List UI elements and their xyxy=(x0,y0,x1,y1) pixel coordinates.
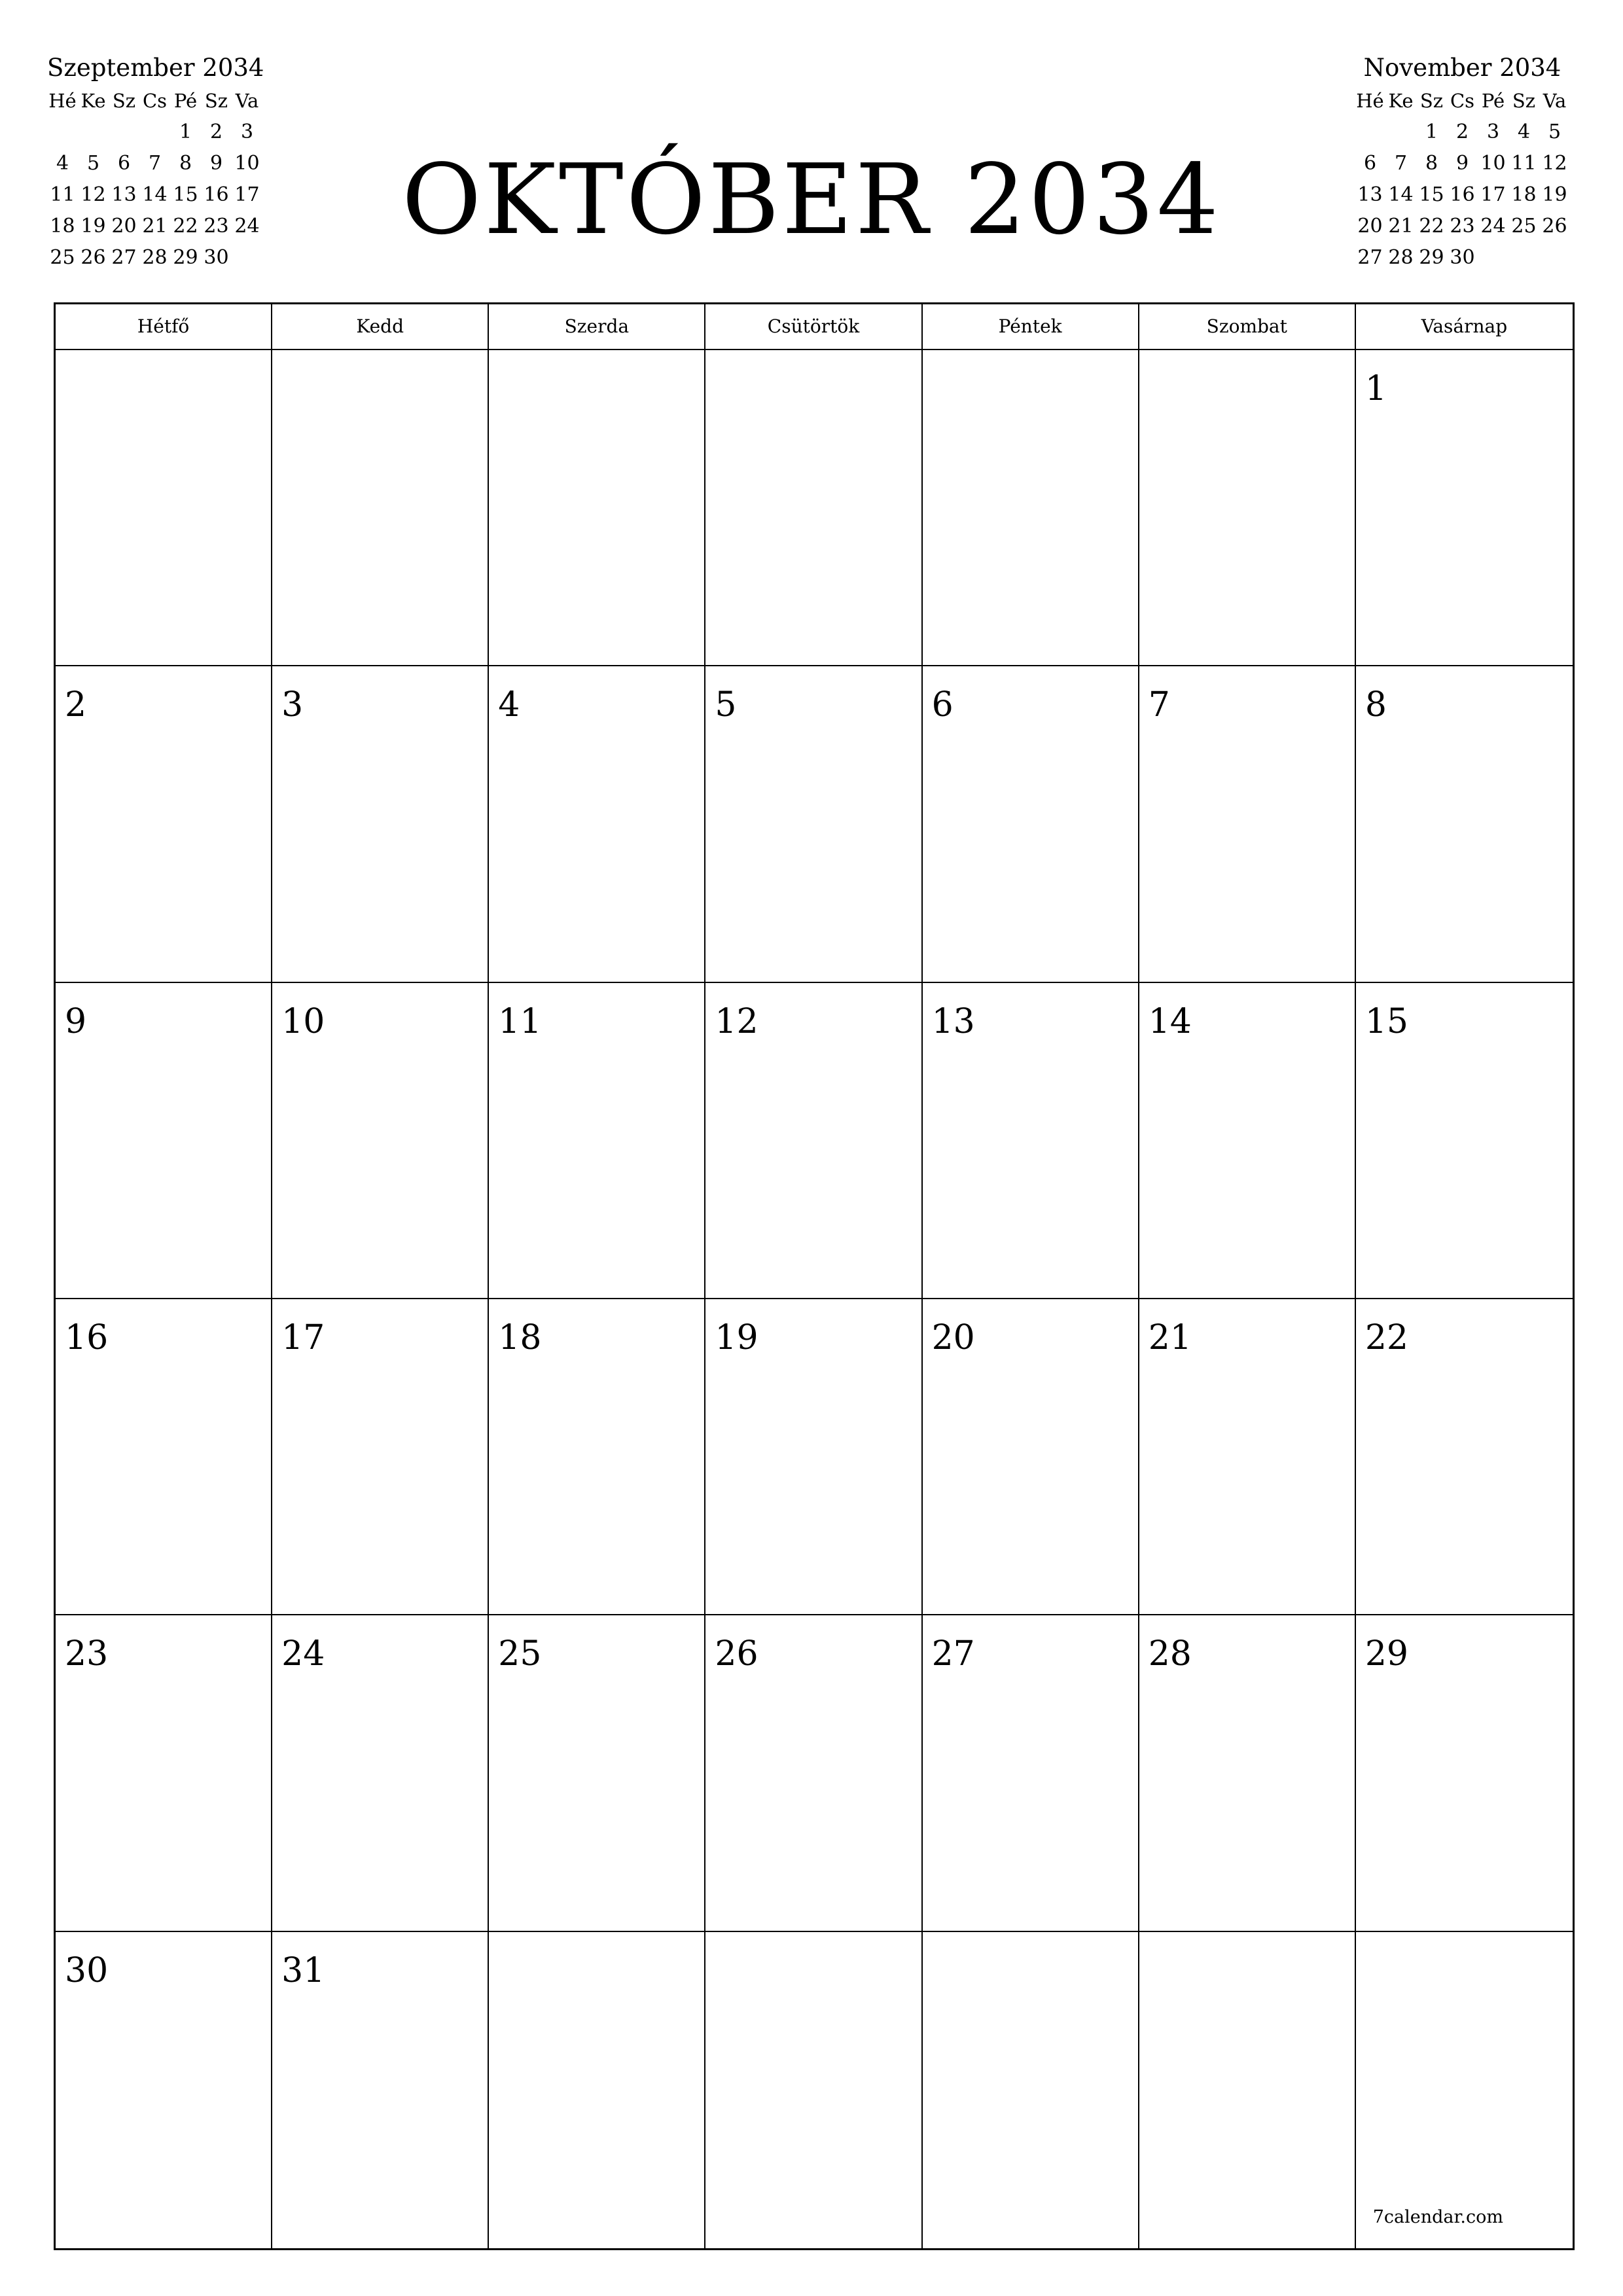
day-number: 1 xyxy=(1364,369,1387,408)
day-cell[interactable] xyxy=(705,1299,922,1615)
day-cell[interactable] xyxy=(1139,350,1356,666)
mini-weekday-label: Sz xyxy=(1419,90,1444,112)
mini-weekday-label: Sz xyxy=(112,90,136,112)
mini-day: 10 xyxy=(234,152,260,175)
mini-weekday-label: Sz xyxy=(1512,90,1536,112)
page-title: OKTÓBER 2034 xyxy=(402,143,1221,256)
weekday-header: Hétfő xyxy=(56,304,272,350)
mini-weekday-label: Pé xyxy=(1481,90,1505,112)
mini-day: 11 xyxy=(1511,152,1537,175)
mini-day: 8 xyxy=(1425,152,1438,175)
mini-day: 21 xyxy=(142,215,168,238)
mini-day: 16 xyxy=(1450,183,1475,206)
day-number: 17 xyxy=(281,1318,325,1357)
day-number: 14 xyxy=(1148,1001,1192,1041)
mini-day: 16 xyxy=(204,183,229,206)
day-number: 22 xyxy=(1364,1318,1409,1357)
day-number: 26 xyxy=(715,1634,758,1674)
mini-calendar-title: November 2034 xyxy=(1363,54,1561,82)
day-number: 18 xyxy=(498,1318,542,1357)
mini-day: 2 xyxy=(209,120,223,143)
mini-weekday-label: Ke xyxy=(1388,90,1414,112)
mini-day xyxy=(1539,242,1570,274)
weekday-header: Péntek xyxy=(923,304,1139,350)
mini-day: 25 xyxy=(1511,215,1537,238)
day-number: 8 xyxy=(1364,685,1387,725)
day-number: 27 xyxy=(931,1634,975,1674)
day-cell[interactable] xyxy=(923,983,1139,1299)
mini-day: 23 xyxy=(204,215,229,238)
mini-day: 6 xyxy=(117,152,131,175)
mini-day: 19 xyxy=(1542,183,1567,206)
day-cell[interactable] xyxy=(56,350,272,666)
mini-day: 9 xyxy=(209,152,223,175)
mini-day: 8 xyxy=(179,152,192,175)
mini-day xyxy=(1508,242,1539,274)
mini-day: 4 xyxy=(56,152,69,175)
month-grid xyxy=(54,302,1575,2250)
day-number: 13 xyxy=(931,1001,975,1041)
mini-day: 7 xyxy=(1394,152,1408,175)
mini-day: 21 xyxy=(1388,215,1414,238)
mini-calendar-next xyxy=(1355,51,1570,274)
day-cell[interactable] xyxy=(272,666,489,982)
day-cell[interactable] xyxy=(1356,1299,1573,1615)
mini-weekday-label: Va xyxy=(1543,90,1567,112)
mini-day: 2 xyxy=(1455,120,1469,143)
mini-day: 17 xyxy=(234,183,260,206)
mini-day: 9 xyxy=(1455,152,1469,175)
day-number: 30 xyxy=(65,1950,109,1990)
mini-day: 30 xyxy=(1450,246,1475,269)
day-cell[interactable] xyxy=(1139,1615,1356,1931)
day-number: 21 xyxy=(1148,1318,1192,1357)
mini-day: 12 xyxy=(80,183,106,206)
day-cell[interactable] xyxy=(705,666,922,982)
day-cell[interactable] xyxy=(56,1615,272,1931)
day-cell[interactable] xyxy=(56,983,272,1299)
mini-day: 18 xyxy=(1511,183,1537,206)
day-cell[interactable] xyxy=(705,1932,922,2248)
mini-weekday-label: Hé xyxy=(1356,90,1384,112)
weekday-header: Vasárnap xyxy=(1356,304,1573,350)
day-number: 11 xyxy=(498,1001,542,1041)
day-cell[interactable] xyxy=(1356,1932,1573,2248)
mini-day xyxy=(1355,117,1385,148)
day-cell[interactable] xyxy=(272,983,489,1299)
mini-day: 26 xyxy=(80,246,106,269)
mini-day: 26 xyxy=(1542,215,1567,238)
day-cell[interactable] xyxy=(272,1615,489,1931)
mini-calendar-title: Szeptember 2034 xyxy=(47,54,264,82)
mini-weekday-label: Hé xyxy=(48,90,77,112)
mini-day: 28 xyxy=(142,246,168,269)
day-cell[interactable] xyxy=(56,1932,272,2248)
mini-day: 13 xyxy=(111,183,137,206)
day-number: 9 xyxy=(65,1001,87,1041)
mini-day: 1 xyxy=(179,120,192,143)
day-cell[interactable] xyxy=(1139,1932,1356,2248)
day-number: 20 xyxy=(931,1318,975,1357)
mini-day: 29 xyxy=(173,246,198,269)
weekday-header: Csütörtök xyxy=(705,304,922,350)
day-number: 4 xyxy=(498,685,520,725)
day-cell[interactable] xyxy=(705,350,922,666)
day-cell[interactable] xyxy=(272,1932,489,2248)
day-number: 12 xyxy=(715,1001,758,1041)
day-number: 23 xyxy=(65,1634,109,1674)
day-cell[interactable] xyxy=(272,350,489,666)
mini-day xyxy=(1478,242,1508,274)
mini-day: 17 xyxy=(1480,183,1506,206)
mini-day: 5 xyxy=(86,152,100,175)
mini-day: 7 xyxy=(148,152,162,175)
day-number: 7 xyxy=(1148,685,1170,725)
mini-weekday-label: Ke xyxy=(80,90,106,112)
mini-day: 14 xyxy=(1388,183,1414,206)
day-number: 2 xyxy=(65,685,87,725)
mini-day: 12 xyxy=(1542,152,1567,175)
day-number: 6 xyxy=(931,685,954,725)
mini-weekday-label: Pé xyxy=(173,90,198,112)
day-number: 10 xyxy=(281,1001,325,1041)
weekday-header: Szerda xyxy=(489,304,705,350)
mini-day: 29 xyxy=(1419,246,1444,269)
mini-day: 30 xyxy=(204,246,229,269)
mini-day: 20 xyxy=(1357,215,1383,238)
mini-day: 18 xyxy=(50,215,75,238)
mini-day: 27 xyxy=(111,246,137,269)
day-cell[interactable] xyxy=(1356,983,1573,1299)
mini-day: 3 xyxy=(240,120,254,143)
day-cell[interactable] xyxy=(489,350,705,666)
day-cell[interactable] xyxy=(56,666,272,982)
day-cell[interactable] xyxy=(923,1299,1139,1615)
mini-day: 24 xyxy=(1480,215,1506,238)
mini-day: 14 xyxy=(142,183,168,206)
day-cell[interactable] xyxy=(1139,1299,1356,1615)
day-number: 15 xyxy=(1364,1001,1409,1041)
mini-day xyxy=(1385,117,1416,148)
mini-day: 19 xyxy=(80,215,106,238)
day-cell[interactable] xyxy=(923,666,1139,982)
day-number: 19 xyxy=(715,1318,758,1357)
mini-day: 5 xyxy=(1548,120,1561,143)
day-cell[interactable] xyxy=(489,1299,705,1615)
mini-day: 15 xyxy=(1419,183,1444,206)
mini-day: 22 xyxy=(1419,215,1444,238)
mini-day: 10 xyxy=(1480,152,1506,175)
day-cell[interactable] xyxy=(56,1299,272,1615)
mini-day: 27 xyxy=(1357,246,1383,269)
day-cell[interactable] xyxy=(1356,350,1573,666)
day-number: 28 xyxy=(1148,1634,1192,1674)
mini-day: 3 xyxy=(1486,120,1500,143)
day-cell[interactable] xyxy=(705,983,922,1299)
mini-day: 22 xyxy=(173,215,198,238)
day-number: 31 xyxy=(281,1950,325,1990)
mini-weekday-label: Cs xyxy=(1450,90,1475,112)
day-cell[interactable] xyxy=(489,1615,705,1931)
mini-day: 20 xyxy=(111,215,137,238)
mini-calendar-grid xyxy=(1355,85,1570,274)
day-cell[interactable] xyxy=(1139,983,1356,1299)
day-number: 5 xyxy=(715,685,737,725)
day-cell[interactable] xyxy=(923,1932,1139,2248)
mini-weekday-label: Va xyxy=(235,90,259,112)
mini-day: 11 xyxy=(50,183,75,206)
weekday-header: Szombat xyxy=(1139,304,1356,350)
mini-day: 15 xyxy=(173,183,198,206)
day-cell[interactable] xyxy=(705,1615,922,1931)
mini-day: 24 xyxy=(234,215,260,238)
mini-day: 4 xyxy=(1517,120,1531,143)
day-cell[interactable] xyxy=(1139,666,1356,982)
day-cell[interactable] xyxy=(923,1615,1139,1931)
day-number: 16 xyxy=(65,1318,109,1357)
day-number: 24 xyxy=(281,1634,325,1674)
credit-text: 7calendar.com xyxy=(1372,2207,1503,2227)
weekday-header: Kedd xyxy=(272,304,489,350)
day-cell[interactable] xyxy=(1356,1615,1573,1931)
day-number: 25 xyxy=(498,1634,542,1674)
day-cell[interactable] xyxy=(1356,666,1573,982)
mini-day: 1 xyxy=(1425,120,1438,143)
mini-day: 23 xyxy=(1450,215,1475,238)
day-cell[interactable] xyxy=(923,350,1139,666)
mini-day: 28 xyxy=(1388,246,1414,269)
day-cell[interactable] xyxy=(489,983,705,1299)
day-number: 29 xyxy=(1364,1634,1409,1674)
day-cell[interactable] xyxy=(489,1932,705,2248)
day-cell[interactable] xyxy=(489,666,705,982)
mini-day: 13 xyxy=(1357,183,1383,206)
mini-day: 25 xyxy=(50,246,75,269)
mini-day: 6 xyxy=(1363,152,1377,175)
mini-weekday-label: Sz xyxy=(204,90,228,112)
mini-weekday-label: Cs xyxy=(142,90,168,112)
day-cell[interactable] xyxy=(272,1299,489,1615)
day-number: 3 xyxy=(281,685,304,725)
